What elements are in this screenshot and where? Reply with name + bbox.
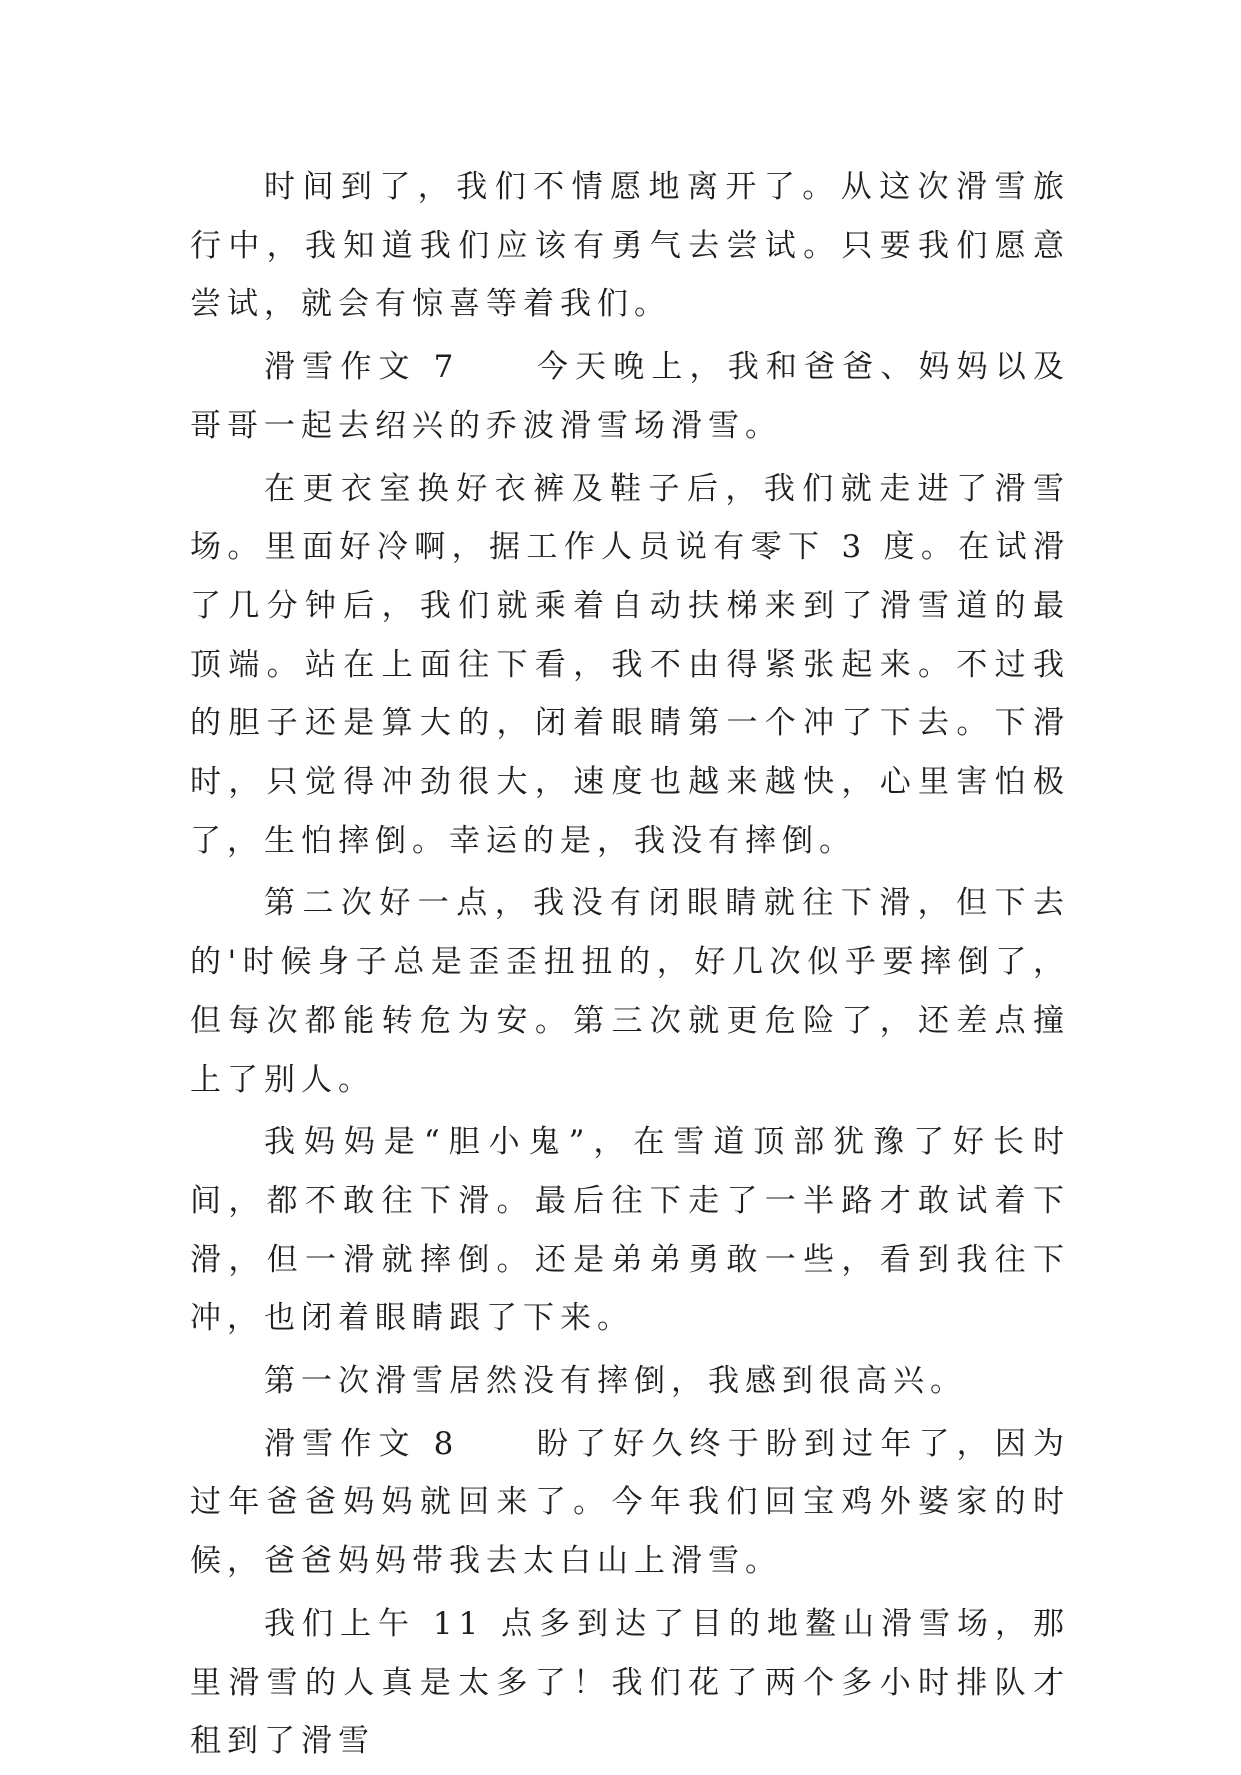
paragraph: 我们上午 11 点多到达了目的地鳌山滑雪场，那里滑雪的人真是太多了！我们花了两个多小时排队才租到了滑雪 xyxy=(190,1605,1070,1760)
paragraph: 我妈妈是“胆小鬼”，在雪道顶部犹豫了好长时间，都不敢往下滑。最后往下走了一半路才敢试着下滑，但一滑就摔倒。还是弟弟勇敢一些，看到我往下冲，也闭着眼睛跟了下来。 xyxy=(190,1124,1070,1337)
paragraph: 第一次滑雪居然没有摔倒，我感到很高兴。 xyxy=(264,1363,967,1400)
paragraph: 滑雪作文 8 盼了好久终于盼到过年了，因为过年爸爸妈妈就回来了。今年我们回宝鸡外婆家的时候，爸爸妈妈带我去太白山上滑雪。 xyxy=(190,1425,1070,1580)
paragraph: 在更衣室换好衣裤及鞋子后，我们就走进了滑雪场。里面好冷啊，据工作人员说有零下 3 度。在试滑了几分钟后，我们就乘着自动扶梯来到了滑雪道的最顶端。站在上面往下看，我不由得紧张起来。不过我的胆子还是算大的，闭着眼睛第一个冲了下去。下滑时，只觉得冲劲很大，速度也越来越快，心里害怕极了，生怕摔倒。幸运的是，我没有摔倒。 xyxy=(190,470,1070,859)
paragraph: 时间到了，我们不情愿地离开了。从这次滑雪旅行中，我知道我们应该有勇气去尝试。只要我们愿意尝试，就会有惊喜等着我们。 xyxy=(190,169,1070,323)
paragraph: 第二次好一点，我没有闭眼睛就往下滑，但下去的'时候身子总是歪歪扭扭的，好几次似乎要摔倒了，但每次都能转危为安。第三次就更危险了，还差点撞上了别人。 xyxy=(190,885,1070,1098)
document-body xyxy=(190,158,1070,1775)
paragraph: 滑雪作文 7 今天晚上，我和爸爸、妈妈以及哥哥一起去绍兴的乔波滑雪场滑雪。 xyxy=(190,349,1070,444)
